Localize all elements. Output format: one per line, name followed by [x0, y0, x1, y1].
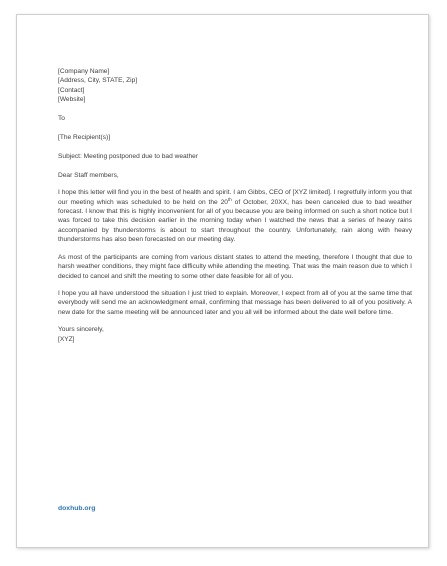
- body-paragraph-3: I hope you all have understood the situation I just tried to explain. Moreover, I expect from all of you at the same time that everybody will send me an acknowledgment email, confirming that message has been delivered to all of you positively. A new date for the same meeting will be announced later and you all will be informed about the date well before time.: [58, 289, 412, 316]
- sender-address: [Address, City, STATE, Zip]: [58, 77, 138, 85]
- brand-label: doxhub.org: [58, 505, 96, 512]
- letter-content: [58, 67, 412, 344]
- letter-page: [16, 14, 429, 548]
- signature: [XYZ]: [58, 335, 75, 343]
- body-paragraph-1: I hope this letter will find you in the best of health and spirit. I am Gibbs, CEO of [XYZ limited]. I regretfully inform you that our meeting which was scheduled to be held on the 20th of October, 20XX, has been canceled due to bad weather forecast. I know that this is highly inconvenient for all of you because you are being informed on such a short notice but I was forced to take this decision earlier in the morning today when I watched the news that a series of heavy rains accompanied by thunderstorms is about to start throughout the country. Unfortunately, rain along with heavy thunderstorms has also been forecasted on our meeting day.: [58, 189, 412, 244]
- subject-line: Subject: Meeting postponed due to bad weather: [58, 152, 199, 160]
- closing: Yours sincerely,: [58, 326, 104, 334]
- to-label: To: [58, 115, 65, 123]
- sender-contact: [Contact]: [58, 86, 85, 94]
- sender-website: [Website]: [58, 96, 86, 104]
- salutation: Dear Staff members,: [58, 171, 119, 179]
- body-paragraph-2: As most of the participants are coming from various distant states to attend the meeting, therefore I thought that due to harsh weather conditions, they might face difficulty while attending the meeting. That was the main reason due to which I decided to cancel and shift the meeting to some other date feasible for all of you.: [58, 253, 412, 280]
- sender-company: [Company Name]: [58, 68, 110, 75]
- recipient: [The Recipient(s)]: [58, 134, 111, 142]
